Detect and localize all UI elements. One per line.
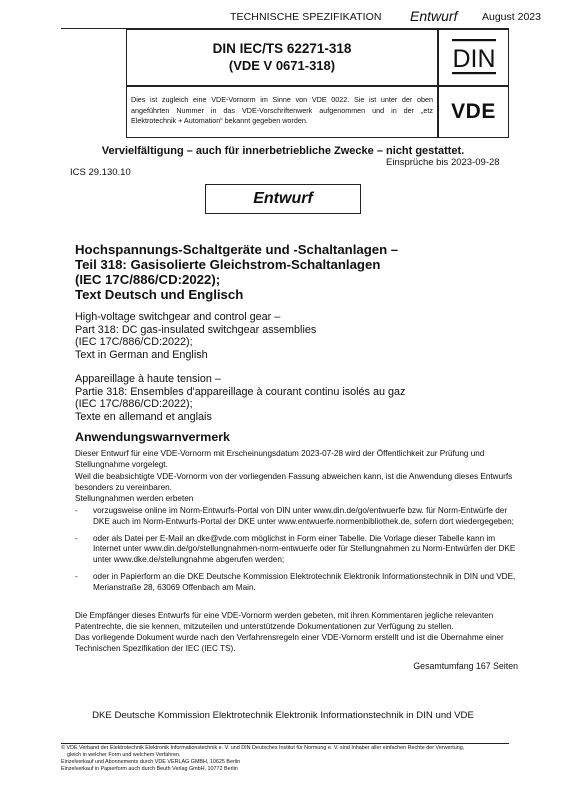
comment-options-list (75, 506, 518, 600)
din-logo-box (438, 29, 509, 86)
svg-text:DIN: DIN (452, 45, 496, 73)
page-count: Gesamtumfang 167 Seiten (413, 661, 518, 671)
title-line: Texte en allemand et anglais (75, 410, 212, 423)
ics-code: ICS 29.130.10 (70, 167, 131, 178)
copyright-footer (61, 745, 561, 773)
title-line: Partie 318: Ensembles d'appareillage à courant continu isolés au gaz (75, 385, 406, 398)
document-number: DIN IEC/TS 62271-318 (212, 41, 352, 56)
warning-heading: Anwendungswarnvermerk (75, 430, 230, 444)
list-item-text: oder als Datei per E-Mail an dke@vde.com möglichst in Form einer Tabelle. Die Vorlage dieser Tabelle kann im Internet unter www.din.de/go/stellungnahmen-norm-entwuerfe oder für Stellungnahmen zu Norm-Entwürfen der DKE unter www.dke.de/stellungnahme abgerufen werden; (93, 533, 516, 565)
objection-deadline: Einsprüche bis 2023-09-28 (386, 157, 500, 168)
vde-classification: (VDE V 0671-318) (228, 58, 336, 73)
reproduction-notice: Vervielfältigung – auch für innerbetriebliche Zwecke – nicht gestattet. (101, 145, 465, 157)
title-line: Appareillage à haute tension – (75, 373, 221, 385)
title-german (75, 242, 495, 302)
footer-line: gleich in welcher Form und welchem Verfahren. (67, 752, 181, 758)
dke-committee: DKE Deutsche Kommission Elektrotechnik Elektronik Informationstechnik in DIN und VDE (92, 710, 474, 721)
warning-paragraph: Weil die beabsichtigte VDE-Vornorm von der vorliegenden Fassung abweichen kann, ist die Anwendung dieses Entwurfs besonders zu vereinbaren. (75, 472, 513, 492)
din-logo (439, 30, 508, 85)
vde-logo: VDE (451, 100, 496, 123)
list-item (75, 572, 518, 594)
title-line: Text in German and English (75, 348, 208, 361)
list-dash: - (75, 506, 78, 515)
list-item-text: oder in Papierform an die DKE Deutsche Kommission Elektrotechnik Elektronik Informationstechnik in DIN und VDE, Merianstraße 28, 63069 Offenbach am Main. (93, 571, 516, 592)
footer-rule (61, 743, 509, 744)
footer-line: Einzelverkauf und Abonnements durch VDE VERLAG GMBH, 10625 Berlin (61, 759, 241, 765)
adoption-paragraph: Das vorliegende Dokument wurde nach den Verfahrensregeln einer VDE-Vornorm erstellt und ist die Übernahme einer Technischen Spezifikation der IEC (IEC TS). (75, 633, 504, 653)
warning-paragraph: Dieser Entwurf für eine VDE-Vornorm mit Erscheinungsdatum 2023-07-28 wird der Öffentlichkeit zur Prüfung und Stellungnahme vorgelegt. (75, 449, 485, 469)
title-line: Teil 318: Gasisolierte Gleichstrom-Schaltanlagen (75, 257, 381, 272)
title-line: (IEC 17C/886/CD:2022); (75, 398, 193, 411)
list-dash: - (75, 533, 78, 543)
title-english (75, 311, 495, 361)
spec-label: TECHNISCHE SPEZIFIKATION (230, 11, 382, 23)
footer-line: Einzelverkauf in Papierform auch durch Beuth Verlag GmbH, 10772 Berlin (61, 766, 238, 772)
title-line: Text Deutsch und Englisch (75, 287, 244, 302)
list-item-text: vorzugsweise online im Norm-Entwurfs-Portal von DIN unter www.din.de/go/entwuerfe bzw. für Norm-Entwürfe der DKE auch im Norm-Entwurfs-Portal der DKE unter www.entwuerfe.normenbibliothek.de, sofern dort wiedergegeben; (93, 506, 514, 526)
title-line: Part 318: DC gas-insulated switchgear assemblies (75, 323, 317, 336)
draft-stamp: Entwurf (205, 184, 361, 214)
vde-notice: Dies ist zugleich eine VDE-Vornorm im Sinne von VDE 0022. Sie ist unter der oben angeführten Nummer in das VDE-Vorschriftenwerk aufgenommen und in der „etz Elektrotechnik + Automation“ bekannt gegeben worden. (126, 86, 438, 138)
title-french (75, 373, 515, 423)
footer-line: © VDE Verband der Elektrotechnik Elektronik Informationstechnik e. V. und DIN Deutsches Institut für Normung e. V. sind Inhaber aller einfachen Rechte der Verwertung, (61, 745, 465, 751)
list-item (75, 506, 518, 528)
document-number-box (126, 29, 438, 86)
warning-paragraph: Stellungnahmen werden erbeten (75, 494, 194, 503)
title-line: (IEC 17C/886/CD:2022); (75, 336, 193, 349)
issue-date: August 2023 (482, 11, 541, 23)
patent-paragraph: Die Empfänger dieses Entwurfs für eine VDE-Vornorm werden gebeten, mit ihren Kommentaren jegliche relevanten Patentrechte, die sie kennen, mitzuteilen und unterstützende Dokumentationen zur Verfügung zu stellen. (75, 611, 494, 631)
list-dash: - (75, 571, 78, 581)
title-line: (IEC 17C/886/CD:2022); (75, 272, 221, 287)
title-line: High-voltage switchgear and control gear – (75, 311, 281, 323)
header-draft-label: Entwurf (410, 8, 458, 24)
title-line: Hochspannungs-Schaltgeräte und -Schaltanlagen – (75, 242, 399, 257)
list-item (75, 534, 518, 566)
vde-logo-box (438, 86, 509, 138)
